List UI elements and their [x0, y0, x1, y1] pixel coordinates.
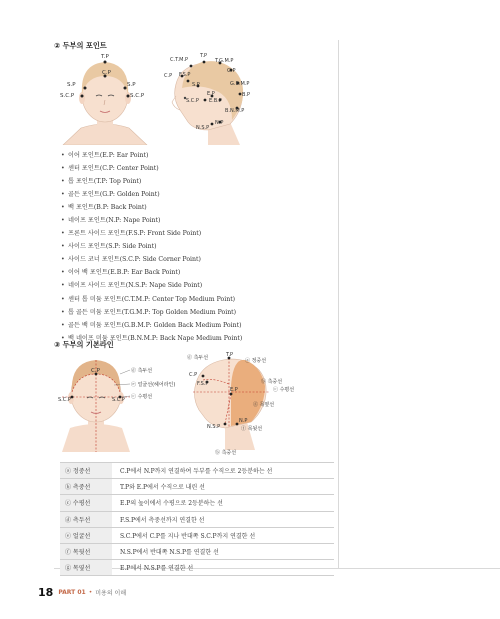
side-label-cp: C.P	[164, 73, 173, 79]
separator-dot: •	[88, 588, 93, 596]
section-title-points: ② 두부의 포인트	[54, 41, 107, 50]
side-line-label-temporal: ⓓ 측두선	[187, 355, 209, 361]
line-name: ⓑ 측중선	[60, 479, 112, 495]
section-title-lines: ③ 두부의 기본라인	[54, 340, 114, 349]
line-name: ⓖ 목옆선	[60, 560, 112, 576]
side-label-tgmp: T.G.M.P	[215, 58, 234, 64]
line-description: N.S.P에서 반대쪽 N.S.P를 연결한 선	[112, 543, 334, 559]
front-line-label-scp-right: S.C.P	[112, 397, 125, 403]
head-points-list	[60, 149, 330, 345]
line-name: ⓐ 정중선	[60, 463, 112, 479]
front-line-label-horizontal: ⓒ 수평선	[131, 394, 153, 400]
front-line-label-hairline: ⓔ 얼굴선(헤어라인)	[131, 382, 176, 388]
side-label-fsp: F.S.P	[179, 72, 191, 78]
list-item: • 톱 포인트(T.P: Top Point)	[60, 175, 330, 188]
side-line-label-fsp: F.S.P	[197, 381, 209, 387]
side-line-label-tp: T.P	[226, 352, 234, 358]
side-label-gp: G.P	[227, 68, 236, 74]
table-row	[60, 560, 334, 576]
side-line-label-nsp: N.S.P	[207, 424, 221, 430]
column-divider	[338, 40, 339, 568]
front-head-lines-figure	[58, 352, 193, 452]
part-label: PART 01	[58, 588, 86, 596]
line-name: ⓔ 얼굴선	[60, 527, 112, 543]
line-description: E.P에서 N.S.P를 연결한 선	[112, 560, 334, 576]
line-description: F.S.P에서 측중선까지 연결한 선	[112, 511, 334, 527]
table-row	[60, 527, 334, 543]
side-line-caption: ⓑ 측중선	[215, 450, 237, 456]
side-label-ctmp: C.T.M.P	[170, 57, 189, 63]
line-name: ⓓ 측두선	[60, 511, 112, 527]
side-label-gbmp: G.B.M.P	[230, 81, 250, 87]
list-item: • 네이프 사이드 포인트(N.S.P: Nape Side Point)	[60, 279, 330, 292]
front-label-scp-right: S.C.P	[130, 93, 145, 99]
table-row	[60, 479, 334, 495]
list-item: • 센터 톱 미듐 포인트(C.T.M.P: Center Top Medium Point)	[60, 293, 330, 306]
list-item: • 네이프 포인트(N.P: Nape Point)	[60, 214, 330, 227]
table-row	[60, 495, 334, 511]
list-item: • 골든 포인트(G.P: Golden Point)	[60, 188, 330, 201]
line-description: S.C.P에서 C.P를 지나 반대쪽 S.C.P까지 연결한 선	[112, 527, 334, 543]
list-item: • 센터 포인트(C.P: Center Point)	[60, 162, 330, 175]
list-item: • 프론트 사이드 포인트(F.S.P: Front Side Point)	[60, 227, 330, 240]
side-label-np: N.P	[215, 120, 224, 126]
side-label-tp: T.P	[200, 53, 208, 59]
front-head-points-figure	[55, 50, 155, 145]
front-label-sp-left: S.P	[67, 82, 76, 88]
side-line-label-sidemid: ⓑ 측중선	[261, 379, 283, 385]
table-row	[60, 463, 334, 479]
side-line-label-np: N.P	[239, 418, 248, 424]
side-label-ep: E.P	[207, 91, 215, 97]
list-item: • 이어 포인트(E.P: Ear Point)	[60, 149, 330, 162]
line-description: T.P와 E.P에서 수직으로 내린 선	[112, 479, 334, 495]
side-label-bp: B.P	[242, 92, 251, 98]
side-label-sp: S.P	[192, 82, 200, 88]
head-lines-table	[60, 462, 334, 576]
side-line-label-horizontal: ⓒ 수평선	[273, 387, 295, 393]
front-line-label-scp-left: S.C.P	[58, 397, 71, 403]
side-line-label-center: ⓐ 정중선	[245, 358, 267, 364]
list-item: • 사이드 코너 포인트(S.C.P: Side Corner Point)	[60, 253, 330, 266]
list-item: • 사이드 포인트(S.P: Side Point)	[60, 240, 330, 253]
side-label-nsp: N.S.P	[196, 125, 210, 131]
side-head-lines-figure	[185, 350, 305, 460]
list-item: • 이어 백 포인트(E.B.P: Ear Back Point)	[60, 266, 330, 279]
table-row	[60, 543, 334, 559]
front-label-tp: T.P	[101, 54, 109, 60]
line-description: E.P의 높이에서 수평으로 2등분하는 선	[112, 495, 334, 511]
line-name: ⓕ 목뒷선	[60, 543, 112, 559]
front-line-label-temporal: ⓓ 측두선	[131, 368, 153, 374]
front-label-scp-left: S.C.P	[60, 93, 75, 99]
list-item: • 백 포인트(B.P: Back Point)	[60, 201, 330, 214]
front-label-cp: C.P	[102, 70, 111, 76]
list-item: • 백 네이프 미듐 포인트(B.N.M.P: Back Nape Medium Point)	[60, 332, 330, 345]
page-footer	[38, 585, 126, 599]
chapter-title: 미용의 이해	[95, 589, 127, 597]
table-row	[60, 511, 334, 527]
front-line-label-cp: C.P	[91, 368, 100, 374]
side-line-label-neckback: ⓕ 목뒷선	[241, 426, 263, 432]
side-head-points-figure	[160, 50, 255, 145]
list-item: • 톱 골든 미듐 포인트(T.G.M.P: Top Golden Medium Point)	[60, 306, 330, 319]
side-line-label-ep: E.P	[230, 387, 238, 393]
side-label-ebp: E.B.P	[209, 98, 222, 104]
line-name: ⓒ 수평선	[60, 495, 112, 511]
page-number: 18	[38, 585, 54, 599]
side-line-label-neckside: ⓖ 목옆선	[253, 402, 275, 408]
list-item: • 골든 백 미듐 포인트(G.B.M.P: Golden Back Medium Point)	[60, 319, 330, 332]
line-description: C.P에서 N.P까지 연결하여 두부를 수직으로 2등분하는 선	[112, 463, 334, 479]
front-label-sp-right: S.P	[127, 82, 136, 88]
side-label-bnmp: B.N.M.P	[225, 108, 245, 114]
side-label-scp: S.C.P	[186, 98, 199, 104]
side-line-label-cp: C.P	[189, 372, 198, 378]
